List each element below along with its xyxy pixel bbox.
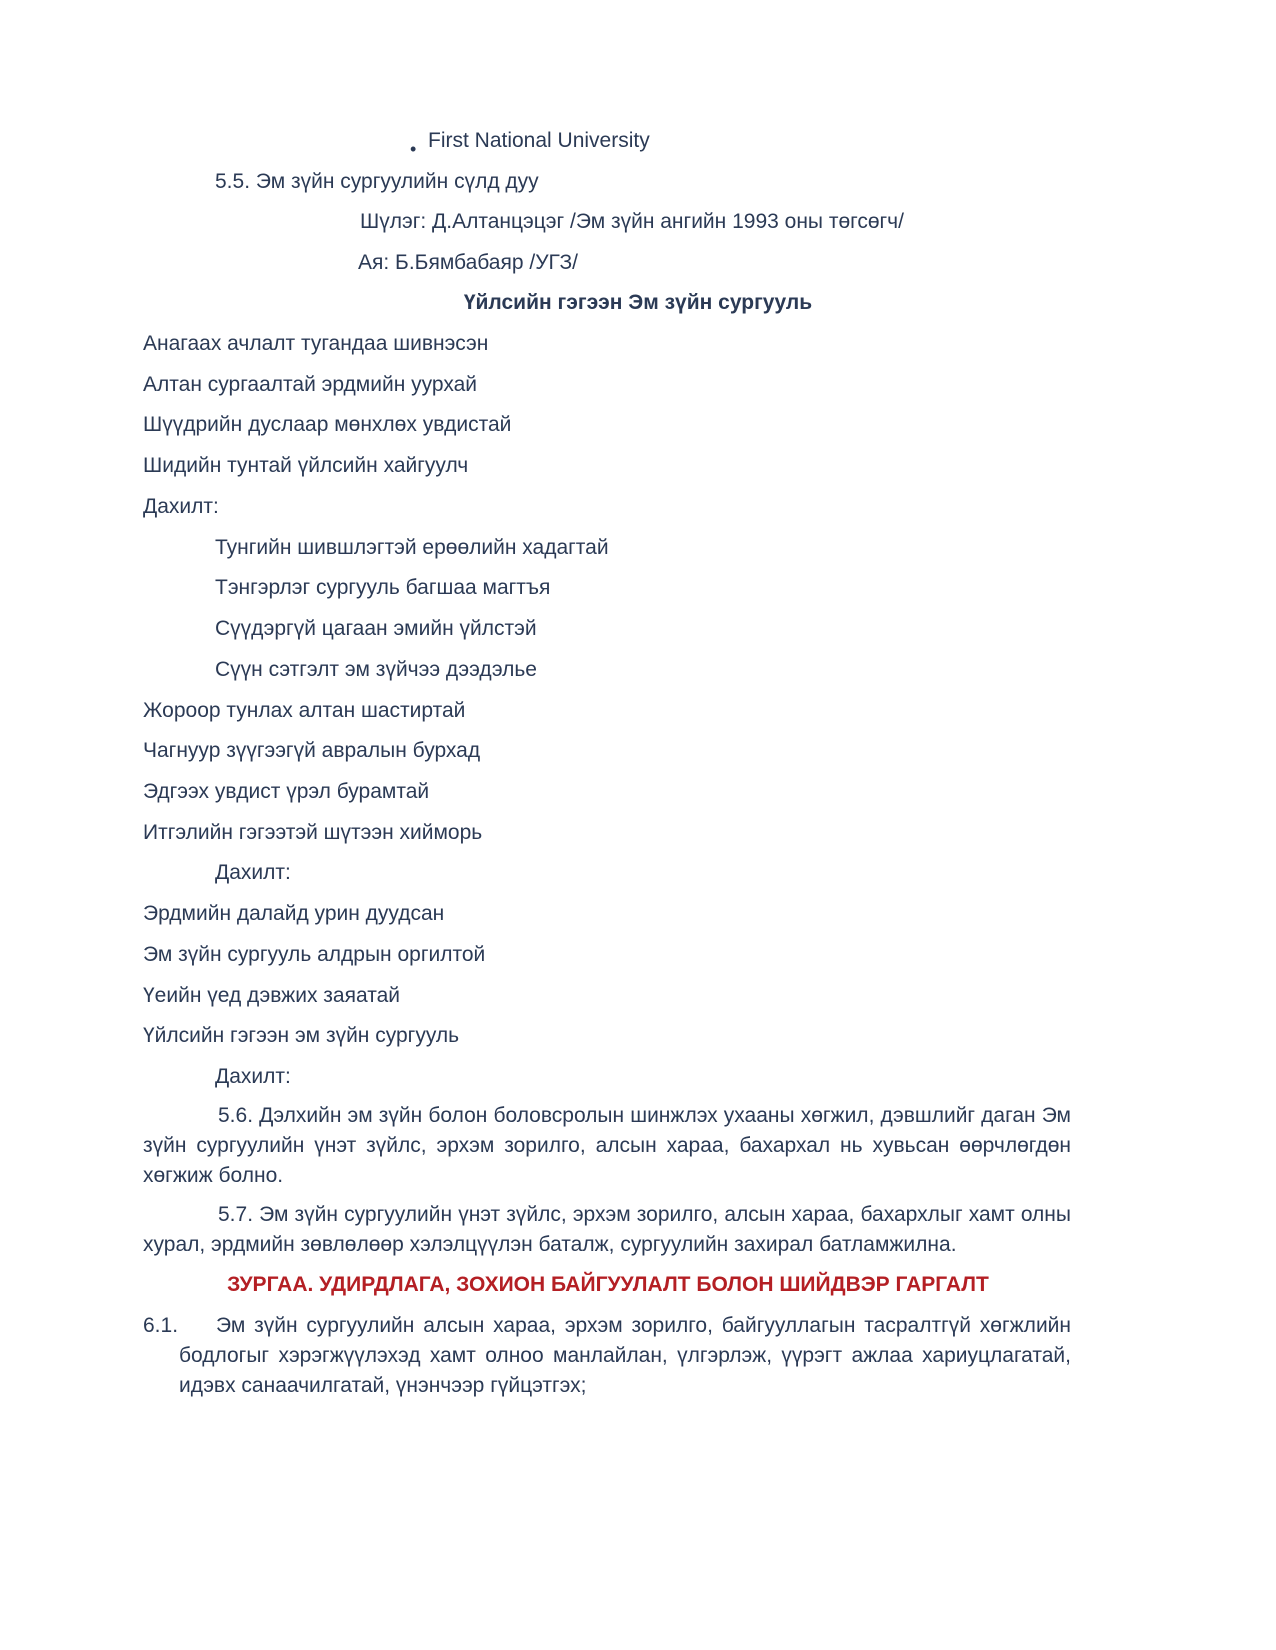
paragraph-5-6 bbox=[143, 1101, 1071, 1191]
chorus-line: Тунгийн шившлэгтэй ерөөлийн хадагтай bbox=[215, 536, 609, 559]
item-6-1-text: Эм зүйн сургуулийн алсын хараа, эрхэм зорилго, байгууллагын тасралтгүй хөгжлийн бодлогыг хэрэгжүүлэхэд хамт олноо манлайлан, үлгэрлэж, үүрэгт ажлаа хариуцлагатай, идэвх санаачилгатай, үнэнчээр гүйцэтгэх; bbox=[179, 1314, 1071, 1397]
verse1-line: Алтан сургаалтай эрдмийн уурхай bbox=[143, 373, 478, 396]
verse3-line: Үйлсийн гэгээн эм зүйн сургууль bbox=[143, 1024, 460, 1047]
bullet-icon: • bbox=[410, 139, 417, 159]
chorus-line: Сүүн сэтгэлт эм зүйчээ дээдэлье bbox=[215, 658, 537, 681]
chorus-label: Дахилт: bbox=[215, 861, 291, 884]
paragraph-5-6-text: 5.6. Дэлхийн эм зүйн болон боловсролын шинжлэх ухааны хөгжил, дэвшлийг даган Эм зүйн сургуулийн үнэт зүйлс, эрхэм зорилго, алсын хараа, бахархал нь хувьсан өөрчлөгдөн хөгжиж болно. bbox=[143, 1104, 1071, 1187]
verse3-line: Үеийн үед дэвжих заяатай bbox=[143, 984, 400, 1007]
song-heading: 5.5. Эм зүйн сургуулийн сүлд дуу bbox=[215, 170, 539, 193]
verse2-line: Итгэлийн гэгээтэй шүтээн хийморь bbox=[143, 821, 483, 844]
item-body bbox=[179, 1311, 1071, 1401]
verse3-line: Эм зүйн сургууль алдрын оргилтой bbox=[143, 943, 486, 966]
verse2-line: Жороор тунлах алтан шастиртай bbox=[143, 699, 466, 722]
verse1-line: Шидийн тунтай үйлсийн хайгуулч bbox=[143, 454, 469, 477]
song-title: Үйлсийн гэгээн Эм зүйн сургууль bbox=[463, 291, 813, 314]
verse2-line: Чагнуур зүүгээгүй авралын бурхад bbox=[143, 739, 481, 762]
bullet-item: First National University bbox=[428, 129, 650, 152]
song-lyricist: Шүлэг: Д.Алтанцэцэг /Эм зүйн ангийн 1993 оны төгсөгч/ bbox=[360, 210, 904, 233]
verse3-line: Эрдмийн далайд урин дуудсан bbox=[143, 902, 445, 925]
chorus-line: Тэнгэрлэг сургууль багшаа магтъя bbox=[215, 576, 551, 599]
paragraph-5-7-text: 5.7. Эм зүйн сургуулийн үнэт зүйлс, эрхэм зорилго, алсын хараа, бахархлыг хамт олны хурал, эрдмийн зөвлөлөөр хэлэлцүүлэн баталж, сургуулийн захирал батламжилна. bbox=[143, 1203, 1071, 1256]
verse2-line: Эдгээх увдист үрэл бурамтай bbox=[143, 780, 430, 803]
chorus-line: Сүүдэргүй цагаан эмийн үйлстэй bbox=[215, 617, 537, 640]
chorus-label: Дахилт: bbox=[215, 1065, 291, 1088]
section-title: ЗУРГАА. УДИРДЛАГА, ЗОХИОН БАЙГУУЛАЛТ БОЛОН ШИЙДВЭР ГАРГАЛТ bbox=[227, 1273, 989, 1296]
item-number: 6.1. bbox=[143, 1314, 179, 1337]
chorus-label: Дахилт: bbox=[143, 495, 219, 518]
paragraph-5-7 bbox=[143, 1200, 1071, 1260]
verse1-line: Шүүдрийн дуслаар мөнхлөх увдистай bbox=[143, 413, 512, 436]
song-composer: Ая: Б.Бямбабаяр /УГЗ/ bbox=[358, 251, 578, 274]
verse1-line: Анагаах ачлалт тугандаа шивнэсэн bbox=[143, 332, 489, 355]
